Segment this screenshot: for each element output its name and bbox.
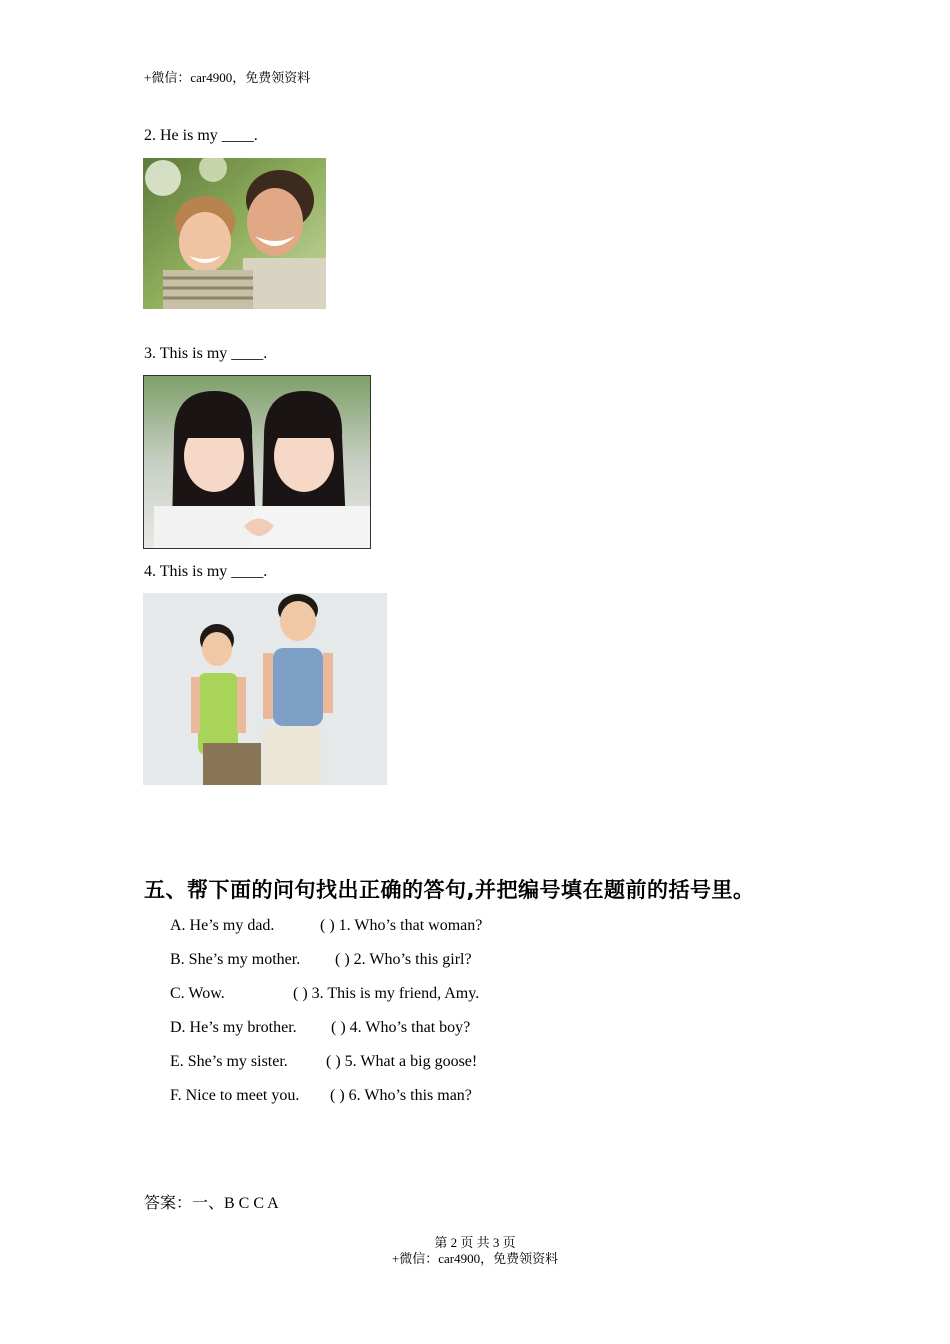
twin-girls-photo: [143, 375, 371, 549]
section-5-title: 五、帮下面的问句找出正确的答句,并把编号填在题前的括号里。: [144, 878, 755, 902]
answer-option: A. He’s my dad.: [170, 917, 275, 934]
question-item: ( ) 2. Who’s this girl?: [335, 951, 472, 968]
question-item: ( ) 1. Who’s that woman?: [320, 917, 483, 934]
footer-wechat-note: +微信：car4900，免费领资料: [391, 1251, 559, 1266]
page-number: 第 2 页 共 3 页: [434, 1235, 516, 1250]
answer-option: C. Wow.: [170, 985, 225, 1002]
question-item: ( ) 6. Who’s this man?: [330, 1087, 472, 1104]
matching-row: [170, 1019, 471, 1037]
matching-row: [170, 1087, 472, 1105]
question-item: ( ) 3. This is my friend, Amy.: [293, 985, 480, 1002]
brothers-photo: [143, 593, 387, 785]
question-item: ( ) 4. Who’s that boy?: [331, 1019, 471, 1036]
answer-option: F. Nice to meet you.: [170, 1087, 300, 1104]
question-3-label: 3. This is my ____.: [144, 345, 268, 362]
father-son-photo: [143, 158, 326, 309]
matching-row: [170, 951, 472, 969]
answer-option: E. She’s my sister.: [170, 1053, 288, 1070]
matching-row: [170, 917, 483, 935]
header-wechat-note: +微信：car4900，免费领资料: [144, 70, 311, 85]
matching-row: [170, 1053, 478, 1071]
question-2-label: 2. He is my ____.: [144, 127, 258, 144]
answer-key: 答案：一、B C C A: [144, 1195, 279, 1212]
question-item: ( ) 5. What a big goose!: [326, 1053, 478, 1070]
answer-option: D. He’s my brother.: [170, 1019, 297, 1036]
matching-row: [170, 985, 480, 1003]
question-4-label: 4. This is my ____.: [144, 563, 268, 580]
answer-option: B. She’s my mother.: [170, 951, 301, 968]
